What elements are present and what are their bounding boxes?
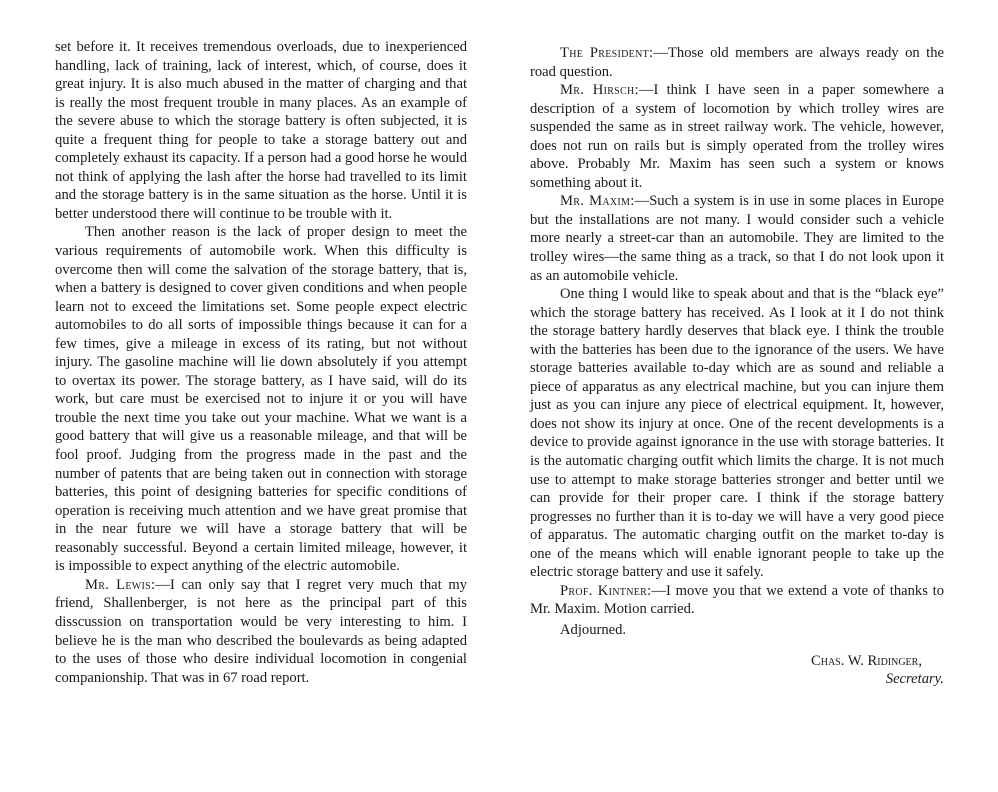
secretary-title: Secretary. — [885, 671, 944, 688]
paragraph-text: Then another reason is the lack of proper design to meet the various requirements of automobile work. When this difficulty is overcome then will come the salvation of the storage battery, that is, when a battery is designed to cover given conditions and when people learn not to exceed the limitations set. Some people expect electric automobiles to do all sorts of impossible things because it can for a few times, give a mileage in excess of its rating, but not without injury. The gasoline machine will lie down absolutely if you attempt to overtax its power. The storage battery, as I have said, will do its work, but care must be exercised not to injure it or you will have trouble the next time you take out your machine. What we want is a good battery that will give us a reasonable mileage, and that will be fool proof. Judging from the progress made in the past and the number of patents that are being taken out in connection with storage batteries, this point of designing batteries for specific conditions of operation is receiving much attention and we have great promise that in the near future we will have a storage battery that will be reasonably successful. Beyond a certain limited mileage, however, it is impossible to expect anything of the electric automobile. — [55, 224, 467, 575]
right-paragraph-3 — [530, 192, 944, 285]
speaker-name: The President: — [560, 45, 654, 61]
paragraph-text: —I can only say that I regret very much that my friend, Shallenberger, is not here as the principal part of this disscussion on transportation would be very interesting to him. I believe he is the man who described the boulevards as being adapted to the uses of those who desire individual locomotion in congenial companionship. That was in 67 road report. — [55, 576, 467, 686]
paragraph-text: —I think I have seen in a paper somewhere a description of a system of locomotion by which trolley wires are suspended the same as in street railway work. The vehicle, however, does not run on rails but is simply operated from the trolley wires above. Probably Mr. Maxim has seen such a system or knows something about it. — [530, 82, 944, 191]
paragraph-text: —Those old members are always ready on the road question. — [530, 45, 944, 80]
right-paragraph-4 — [530, 285, 944, 582]
left-paragraph-1 — [55, 38, 467, 223]
paragraph-text: —Such a system is in use in some places in Europe but the installations are not many. I would consider such a vehicle more nearly a street-car than an automobile. They are limited to the trolley wires—the same thing as a track, so that I do not look upon it as an automobile vehicle. — [530, 193, 945, 284]
closing-block — [530, 621, 944, 689]
adjourned-line: Adjourned. — [560, 621, 627, 638]
left-paragraph-3 — [55, 576, 467, 687]
right-paragraph-2 — [530, 81, 944, 192]
right-page-column — [530, 44, 944, 689]
paragraph-text: One thing I would like to speak about and that is the “black eye” which the storage battery has received. As I look at it I do not think the storage battery hardly deserves that black eye. I think the trouble with the batteries has been due to the ignorance of the users. We have storage batteries available to-day which are as sound and reliable a piece of apparatus as any electrical machine, but you can injure them just as you can injure any piece of electrical equipment. It, however, does not show its injury at once. One of the recent developments is a device to provide against ignorance in the use with storage batteries. It is the automatic charging outfit which limits the charge. It is not much use to attempt to make storage batteries stronger and better until we can provide for their proper care. I think if the storage battery progresses no further than it is to-day we will have a very good piece of apparatus. The automatic charging outfit on the market to-day is one of the means which will enable ignorant people to take up the electric storage battery and use it safely. — [530, 286, 944, 581]
left-paragraph-2 — [55, 223, 467, 575]
speaker-name: Mr. Maxim: — [560, 193, 635, 210]
paragraph-text: —I move you that we extend a vote of thanks to Mr. Maxim. Motion carried. — [530, 582, 944, 618]
secretary-signature-name: Chas. W. Ridinger, — [811, 652, 922, 669]
speaker-name: Mr. Lewis: — [85, 576, 156, 593]
speaker-name: Prof. Kintner: — [560, 582, 652, 599]
speaker-name: Mr. Hirsch: — [560, 82, 639, 99]
left-page-column — [55, 38, 467, 687]
paragraph-text: set before it. It receives tremendous overloads, due to inexperienced handling, lack of training, lack of interest, which, of course, does it great injury. It is also much abused in the matter of charging and that is really the most frequent trouble in many places. As an example of the severe abuse to which the storage battery is often subjected, it is quite a frequent thing for people to take a storage battery out and completely exhaust its capacity. If a person had a good horse he would not think of applying the lash after the horse had travelled to its limit and the storage battery is in the same situation as the horse. Until it is better understood there will continue to be trouble with it. — [55, 39, 468, 222]
right-paragraph-5 — [530, 582, 944, 619]
right-paragraph-1 — [530, 44, 944, 81]
